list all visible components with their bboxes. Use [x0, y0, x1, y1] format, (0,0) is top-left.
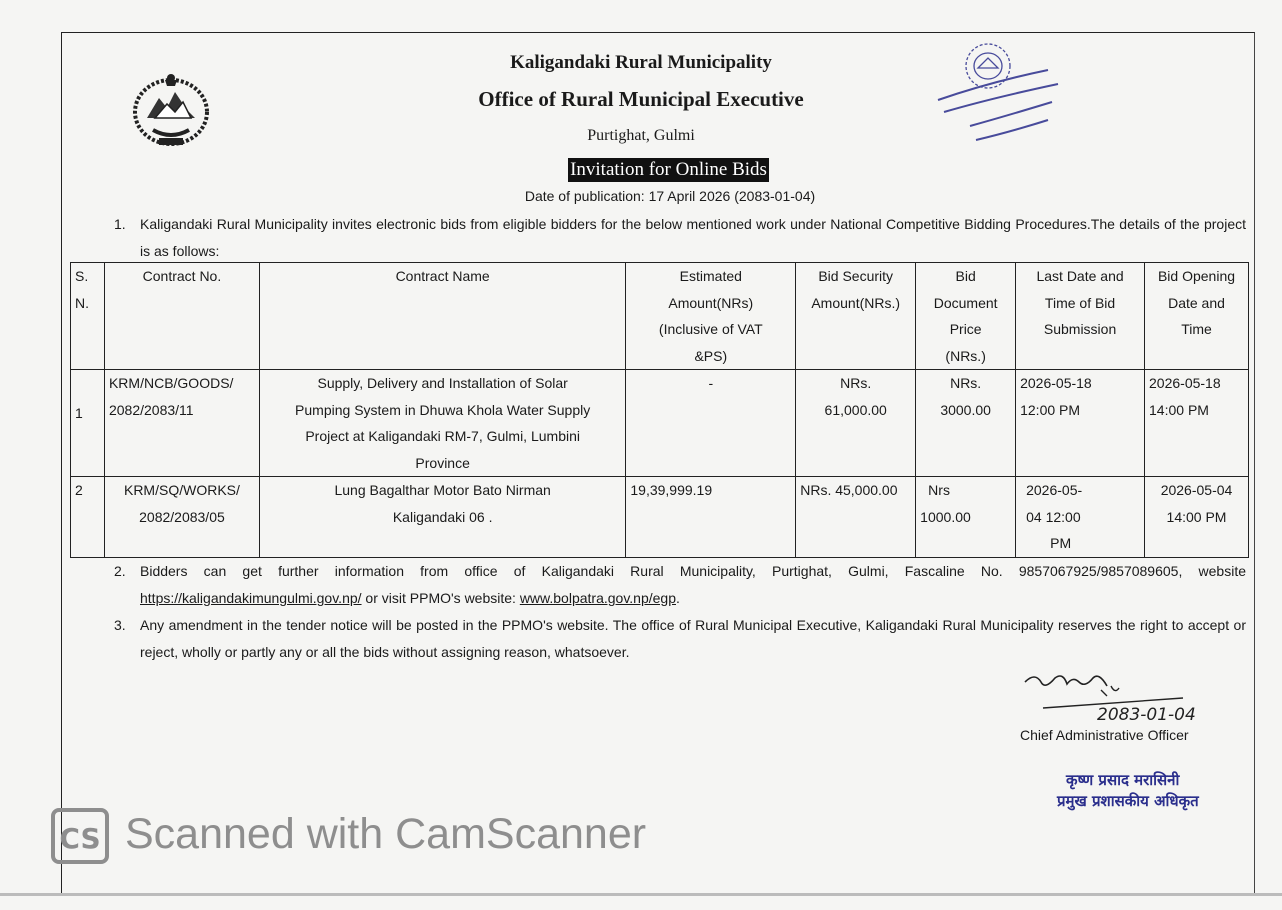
signatory-title: Chief Administrative Officer [1020, 727, 1189, 743]
cell-document-price: Nrs 1000.00 [916, 477, 1016, 558]
paragraph-number: 1. [114, 216, 126, 232]
watermark-text: Scanned with CamScanner [125, 810, 647, 858]
cell-opening-date: 2026-05-18 14:00 PM [1145, 370, 1249, 477]
cell-bid-security: NRs. 61,000.00 [796, 370, 916, 477]
header-opening-date: Bid Opening Date and Time [1145, 263, 1249, 370]
cell-estimated-amount: 19,39,999.19 [626, 477, 796, 558]
header-estimated-amount: Estimated Amount(NRs) (Inclusive of VAT &PS) [626, 263, 796, 370]
office-location: Purtighat, Gulmi [587, 127, 695, 144]
cell-contract-name: Lung Bagalthar Motor Bato Nirman Kaligandaki 06 . [259, 477, 625, 558]
office-name: Office of Rural Municipal Executive [478, 87, 804, 111]
paragraph-text: Any amendment in the tender notice will be posted in the PPMO's website. The office of Rural Municipal Executive, Kaligandaki Rural Municipality reserves the right to accept or reject, wholly or partly any or all the bids without assigning reason, whatsoever. [140, 617, 1246, 660]
header-last-date: Last Date and Time of Bid Submission [1016, 263, 1145, 370]
signatory-title-nepali: प्रमुख प्रशासकीय अधिकृत [1057, 792, 1199, 810]
cell-last-date: 2026-05-18 12:00 PM [1016, 370, 1145, 477]
scan-edge [0, 893, 1282, 896]
ppmo-website-link[interactable]: www.bolpatra.gov.np/egp [519, 590, 676, 606]
camscanner-logo-text: CS [59, 822, 101, 855]
cell-contract-name: Supply, Delivery and Installation of Solar Pumping System in Dhuwa Khola Water Supply Project at Kaligandaki RM-7, Gulmi, Lumbini Province [259, 370, 625, 477]
cell-sn: 1 [71, 370, 105, 477]
table-row [71, 477, 1249, 558]
header-sn: S. N. [71, 263, 105, 370]
cell-estimated-amount: - [626, 370, 796, 477]
paragraph-number: 3. [114, 617, 126, 633]
municipality-name: Kaligandaki Rural Municipality [510, 52, 772, 73]
table-header-row [71, 263, 1249, 370]
table-row [71, 370, 1249, 477]
paragraph-number: 2. [114, 563, 126, 579]
cell-bid-security: NRs. 45,000.00 [796, 477, 916, 558]
paragraph-text: Kaligandaki Rural Municipality invites electronic bids from eligible bidders for the below mentioned work under National Competitive Bidding Procedures.The details of the project is as follows: [140, 216, 1246, 259]
header-contract-name: Contract Name [259, 263, 625, 370]
cell-document-price: NRs. 3000.00 [916, 370, 1016, 477]
publication-date: Date of publication: 17 April 2026 (2083-01-04) [524, 188, 816, 204]
camscanner-logo-icon [51, 808, 109, 864]
notice-title: Invitation for Online Bids [570, 159, 767, 180]
municipality-website-link[interactable]: https://kaligandakimungulmi.gov.np/ [140, 590, 362, 606]
signature-icon [1015, 668, 1215, 728]
header-contract-no: Contract No. [104, 263, 259, 370]
cell-contract-no: KRM/NCB/GOODS/ 2082/2083/11 [104, 370, 259, 477]
paragraph-text: Bidders can get further information from office of Kaligandaki Rural Municipality, Purtighat, Gulmi, Fascaline No. 9857067925/9857089605, website https://kaligandakimungulmi.gov.np/ or visit PPMO's website: www.bolpatra.gov.np/egp. [140, 563, 1246, 606]
bids-table [70, 262, 1249, 558]
header-bid-security: Bid Security Amount(NRs.) [796, 263, 916, 370]
cell-sn: 2 [71, 477, 105, 558]
cell-contract-no: KRM/SQ/WORKS/ 2082/2083/05 [104, 477, 259, 558]
signature-date: 2083-01-04 [1097, 705, 1196, 725]
header-document-price: Bid Document Price (NRs.) [916, 263, 1016, 370]
signatory-name-nepali: कृष्ण प्रसाद मरासिनी [1066, 771, 1180, 789]
cell-last-date: 2026-05- 04 12:00 PM [1016, 477, 1145, 558]
cell-opening-date: 2026-05-04 14:00 PM [1145, 477, 1249, 558]
